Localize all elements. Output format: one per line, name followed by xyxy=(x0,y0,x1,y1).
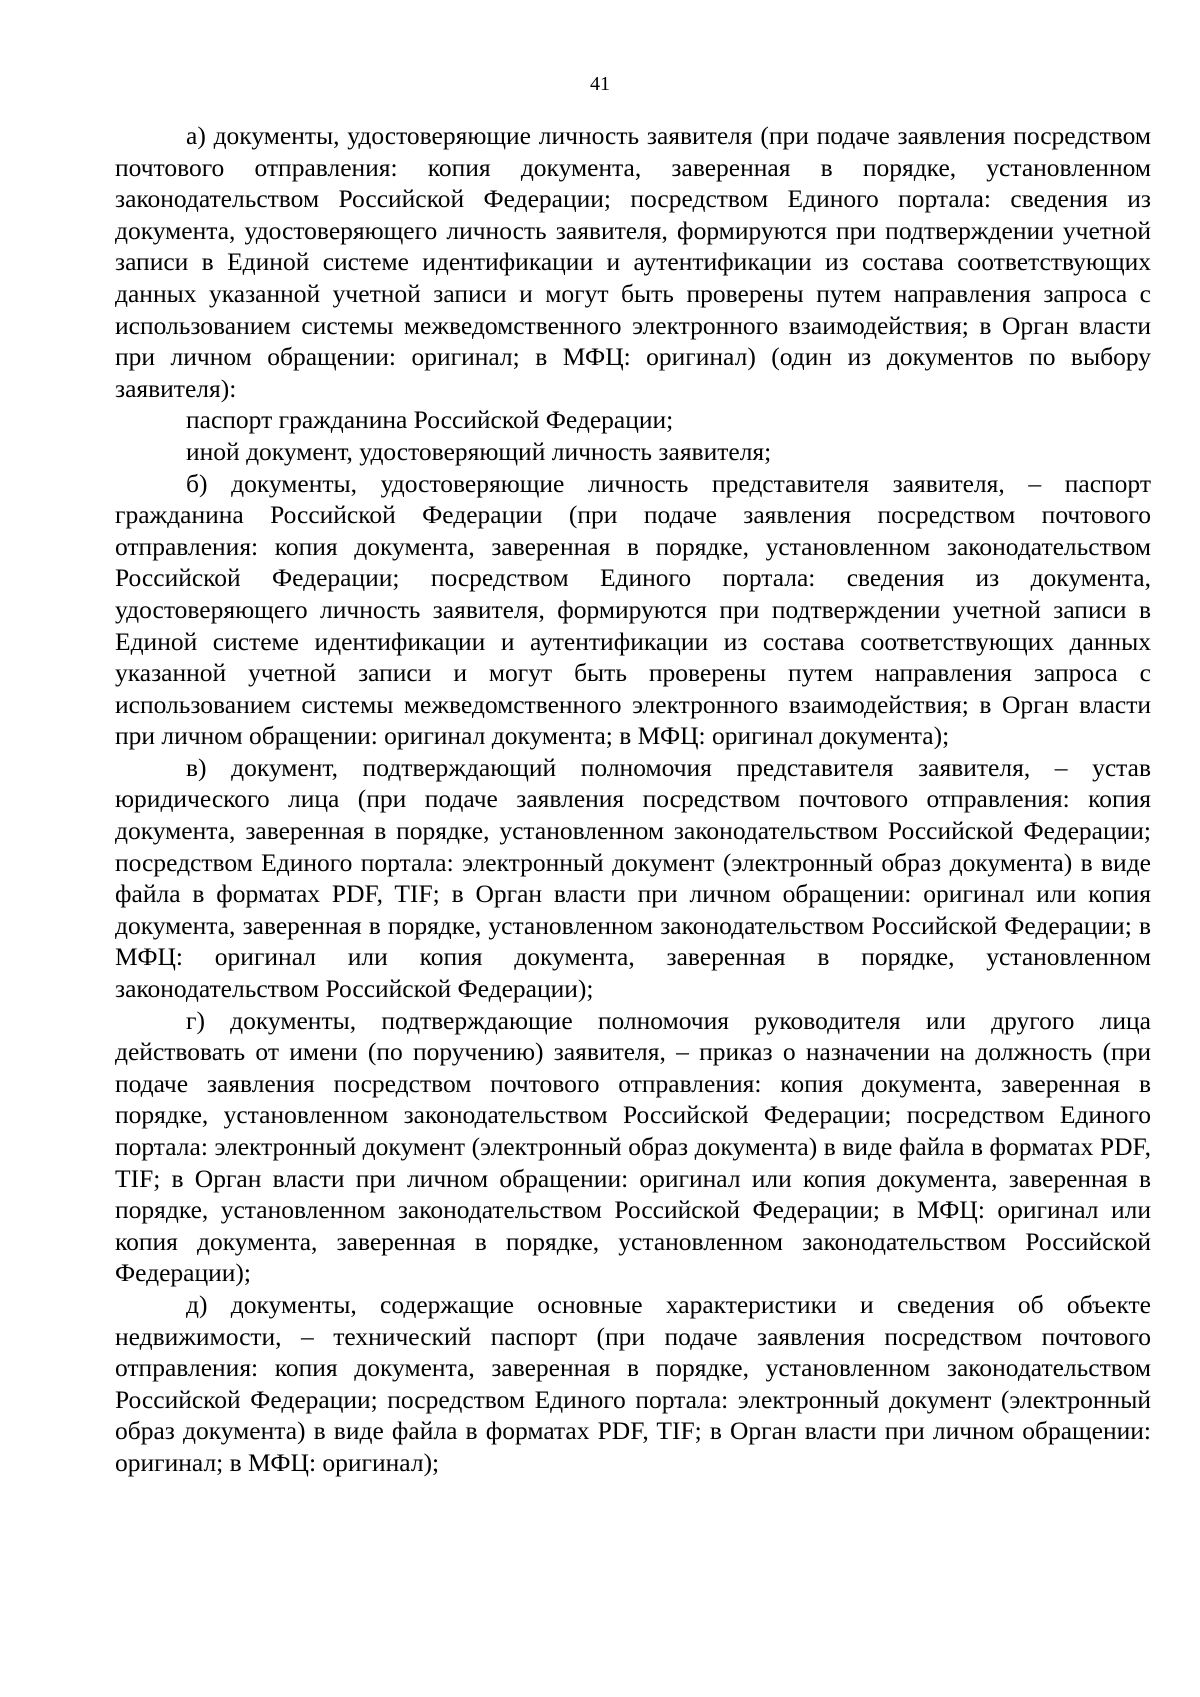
paragraph-g-head-authority: г) документы, подтверждающие полномочия руководителя или другого лица действовать от имени (по поручению) заявителя, – приказ о назначении на должность (при подаче заявления посредством почтового отправления: копия документа, заверенная в порядке, установленном законодательством Российской Федерации; посредством Единого портала: электронный документ (электронный образ документа) в виде файла в форматах PDF, TIF; в Орган власти при личном обращении: оригинал или копия документа, заверенная в порядке, установленном законодательством Российской Федерации; в МФЦ: оригинал или копия документа, заверенная в порядке, установленном законодательством Российской Федерации); xyxy=(115,1005,1151,1288)
paragraph-a-identity-documents: а) документы, удостоверяющие личность заявителя (при подаче заявления посредством почтового отправления: копия документа, заверенная в порядке, установленном законодательством Российской Федерации; посредством Единого портала: сведения из документа, удостоверяющего личность заявителя, формируются при подтверждении учетной записи в Единой системе идентификации и аутентификации из состава соответствующих данных указанной учетной записи и могут быть проверены путем направления запроса с использованием системы межведомственного электронного взаимодействия; в Орган власти при личном обращении: оригинал; в МФЦ: оригинал) (один из документов по выбору заявителя): xyxy=(115,121,1151,403)
paragraph-v-representative-authority: в) документ, подтверждающий полномочия представителя заявителя, – устав юридического лица (при подаче заявления посредством почтового отправления: копия документа, заверенная в порядке, установленном законодательством Российской Федерации; посредством Единого портала: электронный документ (электронный образ документа) в виде файла в форматах PDF, TIF; в Орган власти при личном обращении: оригинал или копия документа, заверенная в порядке, установленном законодательством Российской Федерации; в МФЦ: оригинал или копия документа, заверенная в порядке, установленном законодательством Российской Федерации); xyxy=(115,752,1151,1004)
list-item-other-id: иной документ, удостоверяющий личность заявителя; xyxy=(186,436,772,466)
list-item-passport: паспорт гражданина Российской Федерации; xyxy=(186,405,674,435)
document-body xyxy=(115,120,1151,1479)
paragraph-d-property-documents: д) документы, содержащие основные характеристики и сведения об объекте недвижимости, – технический паспорт (при подаче заявления посредством почтового отправления: копия документа, заверенная в порядке, установленном законодательством Российской Федерации; посредством Единого портала: электронный документ (электронный образ документа) в виде файла в форматах PDF, TIF; в Орган власти при личном обращении: оригинал; в МФЦ: оригинал); xyxy=(115,1289,1151,1477)
page-number: 41 xyxy=(590,73,610,95)
paragraph-b-representative-identity: б) документы, удостоверяющие личность представителя заявителя, – паспорт гражданина Российской Федерации (при подаче заявления посредством почтового отправления: копия документа, заверенная в порядке, установленном законодательством Российской Федерации; посредством Единого портала: сведения из документа, удостоверяющего личность заявителя, формируются при подтверждении учетной записи в Единой системе идентификации и аутентификации из состава соответствующих данных указанной учетной записи и могут быть проверены путем направления запроса с использованием системы межведомственного электронного взаимодействия; в Орган власти при личном обращении: оригинал документа; в МФЦ: оригинал документа); xyxy=(115,468,1151,751)
